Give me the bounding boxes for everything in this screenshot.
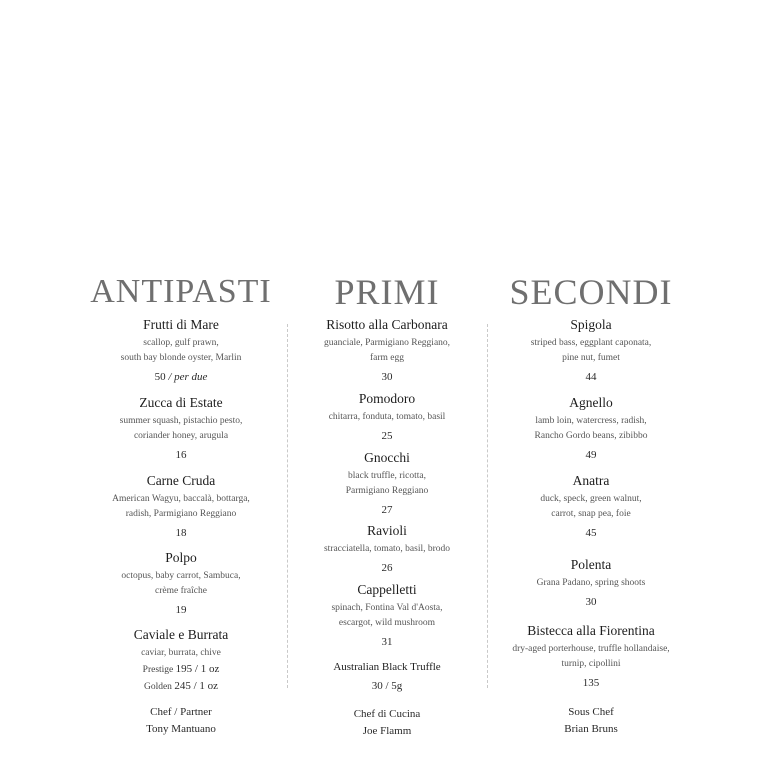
dish-polpo (76, 549, 286, 618)
dish-price: 49 (585, 449, 597, 461)
staff-role: Chef / Partner (150, 706, 212, 718)
dish-description (490, 492, 692, 522)
dish-description: caviar, burrata, chive (141, 648, 221, 658)
dish-name: Frutti di Mare (143, 317, 219, 332)
section-title-primi: PRIMI (334, 272, 440, 312)
dish-price: 25 (381, 430, 393, 442)
dish-spigola (490, 316, 692, 385)
dish-name: Caviale e Burrata (133, 627, 229, 642)
dish-risotto (290, 316, 484, 385)
section-title-secondi: SECONDI (509, 272, 673, 312)
dish-price: 31 (381, 636, 393, 648)
dish-black-truffle (290, 659, 484, 694)
staff-chef-partner (76, 704, 286, 738)
dish-bistecca (490, 622, 692, 691)
dish-price (76, 370, 286, 385)
dish-price: 18 (175, 527, 187, 539)
caviar-prestige (76, 661, 286, 678)
dish-anatra (490, 472, 692, 541)
dish-name: Carne Cruda (146, 473, 216, 488)
dish-description: stracciatella, tomato, basil, brodo (323, 544, 451, 554)
dish-ravioli (290, 522, 484, 576)
dish-name: Australian Black Truffle (333, 661, 441, 673)
dish-carne-cruda (76, 472, 286, 541)
dish-price: 26 (381, 562, 393, 574)
dish-desc-line: striped bass, eggplant caponata, (530, 338, 652, 348)
dish-name: Anatra (572, 473, 610, 488)
dish-cappelletti (290, 581, 484, 650)
dish-price: 135 (582, 677, 600, 689)
dish-price: 19 (175, 604, 187, 616)
dish-price: 30 / 5g (371, 680, 403, 692)
price-value: 50 (154, 371, 166, 383)
staff-name: Brian Bruns (564, 723, 618, 735)
dish-desc-line: guanciale, Parmigiano Reggiano, (323, 338, 451, 348)
dish-name: Risotto alla Carbonara (326, 317, 448, 332)
section-title-antipasti: ANTIPASTI (90, 273, 272, 310)
dish-name: Pomodoro (358, 391, 416, 406)
dish-name: Agnello (569, 395, 613, 410)
primi-column (290, 272, 484, 737)
dish-name: Spigola (570, 317, 612, 332)
caviar-price: 195 / 1 oz (175, 663, 220, 675)
caviar-price: 245 / 1 oz (174, 680, 219, 692)
dish-caviale-e-burrata (76, 626, 286, 695)
dish-name: Polpo (165, 550, 197, 565)
dish-price: 30 (585, 596, 597, 608)
dish-description (76, 414, 286, 444)
dish-description (290, 469, 484, 499)
dish-desc-line: octopus, baby carrot, Sambuca, (121, 571, 241, 581)
dish-price: 45 (585, 527, 597, 539)
dish-desc-line: carrot, snap pea, foie (551, 509, 631, 519)
dish-price: 16 (175, 449, 187, 461)
caviar-golden (76, 678, 286, 695)
antipasti-column (76, 272, 286, 735)
staff-role: Sous Chef (568, 706, 614, 718)
dish-price: 30 (381, 371, 393, 383)
column-divider (287, 324, 288, 688)
dish-name: Cappelletti (357, 582, 417, 597)
dish-gnocchi (290, 449, 484, 518)
dish-name: Bistecca alla Fiorentina (527, 623, 655, 638)
dish-description (76, 569, 286, 599)
staff-role: Chef di Cucina (353, 708, 421, 720)
dish-name: Zucca di Estate (139, 395, 223, 410)
staff-chef-di-cucina (290, 706, 484, 740)
caviar-label: Prestige (142, 665, 174, 675)
dish-desc-line: scallop, gulf prawn, (143, 338, 219, 348)
dish-name: Gnocchi (364, 450, 410, 465)
dish-desc-line: American Wagyu, baccalà, bottarga, (112, 494, 250, 504)
caviar-label: Golden (143, 682, 172, 692)
dish-name: Polenta (570, 557, 612, 572)
dish-description (76, 336, 286, 366)
dish-desc-line: summer squash, pistachio pesto, (119, 416, 243, 426)
dish-desc-line: crème fraîche (155, 586, 207, 596)
dish-polenta (490, 556, 692, 610)
dish-description (490, 336, 692, 366)
staff-name: Joe Flamm (362, 725, 412, 737)
column-divider (487, 324, 488, 688)
staff-sous-chef (490, 704, 692, 738)
dish-agnello (490, 394, 692, 463)
dish-desc-line: black truffle, ricotta, (348, 471, 426, 481)
dish-desc-line: duck, speck, green walnut, (540, 494, 642, 504)
dish-price: 27 (381, 504, 393, 516)
dish-desc-line: spinach, Fontina Val d'Aosta, (331, 603, 443, 613)
secondi-column (490, 272, 692, 735)
dish-desc-line: south bay blonde oyster, Marlin (120, 353, 242, 363)
dish-desc-line: dry-aged porterhouse, truffle hollandaise, (512, 644, 670, 654)
dish-pomodoro (290, 390, 484, 444)
dish-name: Ravioli (367, 523, 407, 538)
menu (0, 272, 768, 742)
dish-desc-line: coriander honey, arugula (133, 431, 229, 441)
dish-description: chitarra, fonduta, tomato, basil (328, 412, 446, 422)
dish-frutti-di-mare (76, 316, 286, 385)
price-separator: / (168, 371, 172, 383)
dish-desc-line: farm egg (369, 353, 405, 363)
dish-description (290, 336, 484, 366)
dish-description (490, 414, 692, 444)
dish-desc-line: turnip, cipollini (561, 659, 621, 669)
staff-name: Tony Mantuano (146, 723, 216, 735)
dish-description (490, 642, 692, 672)
dish-desc-line: Rancho Gordo beans, zibibbo (534, 431, 648, 441)
dish-description: Grana Padano, spring shoots (536, 578, 646, 588)
dish-description (290, 601, 484, 631)
dish-description (76, 492, 286, 522)
price-note: per due (174, 371, 208, 383)
dish-zucca-di-estate (76, 394, 286, 463)
dish-desc-line: lamb loin, watercress, radish, (535, 416, 647, 426)
dish-price: 44 (585, 371, 597, 383)
dish-desc-line: pine nut, fumet (562, 353, 620, 363)
dish-desc-line: escargot, wild mushroom (338, 618, 436, 628)
dish-desc-line: radish, Parmigiano Reggiano (125, 509, 237, 519)
dish-desc-line: Parmigiano Reggiano (345, 486, 429, 496)
